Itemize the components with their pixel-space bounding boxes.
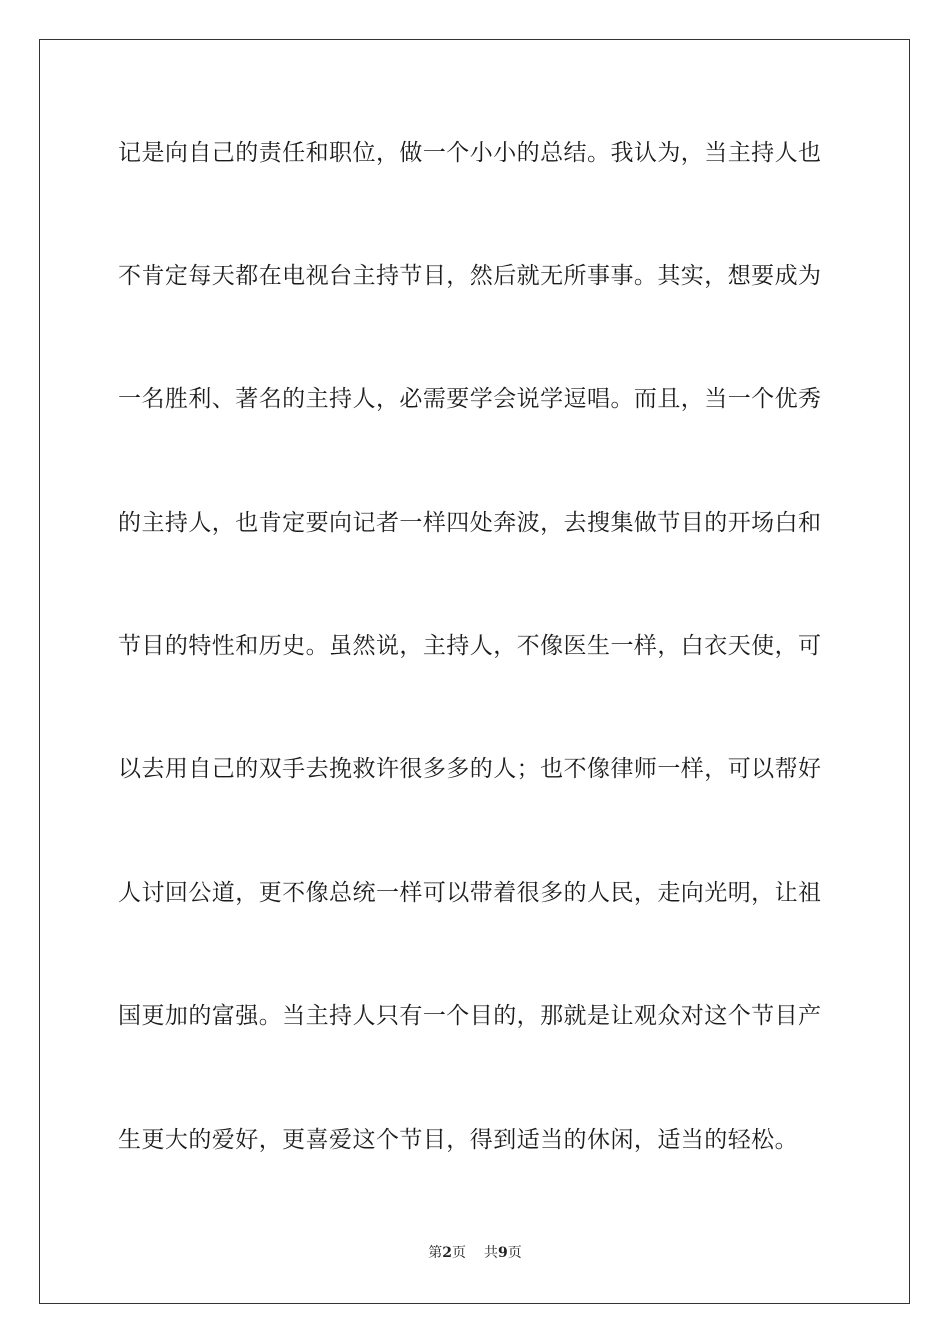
text-line: 的主持人，也肯定要向记者一样四处奔波，去搜集做节目的开场白和 [118, 510, 822, 536]
page-prefix: 第 [428, 1245, 443, 1261]
text-line: 生更大的爱好，更喜爱这个节目，得到适当的休闲，适当的轻松。 [118, 1127, 799, 1153]
page-suffix: 页 [452, 1245, 466, 1261]
text-line: 国更加的富强。当主持人只有一个目的，那就是让观众对这个节目产 [118, 1003, 822, 1029]
text-line: 不肯定每天都在电视台主持节目，然后就无所事事。其实，想要成为 [118, 263, 822, 289]
total-prefix: 共 [484, 1245, 498, 1261]
text-line: 人讨回公道，更不像总统一样可以带着很多的人民，走向光明，让祖 [118, 880, 822, 906]
total-suffix: 页 [507, 1245, 522, 1261]
text-line: 节目的特性和历史。虽然说，主持人，不像医生一样，白衣天使，可 [118, 633, 822, 659]
text-line: 一名胜利、著名的主持人，必需要学会说学逗唱。而且，当一个优秀 [118, 386, 822, 412]
text-line: 以去用自己的双手去挽救许很多多的人；也不像律师一样，可以帮好 [118, 756, 822, 782]
page-number: 2 [442, 1245, 452, 1261]
text-line: 记是向自己的责任和职位，做一个小小的总结。我认为，当主持人也 [118, 140, 822, 166]
page-border [39, 39, 910, 1304]
page-footer [0, 1244, 950, 1262]
total-pages: 9 [498, 1245, 508, 1261]
